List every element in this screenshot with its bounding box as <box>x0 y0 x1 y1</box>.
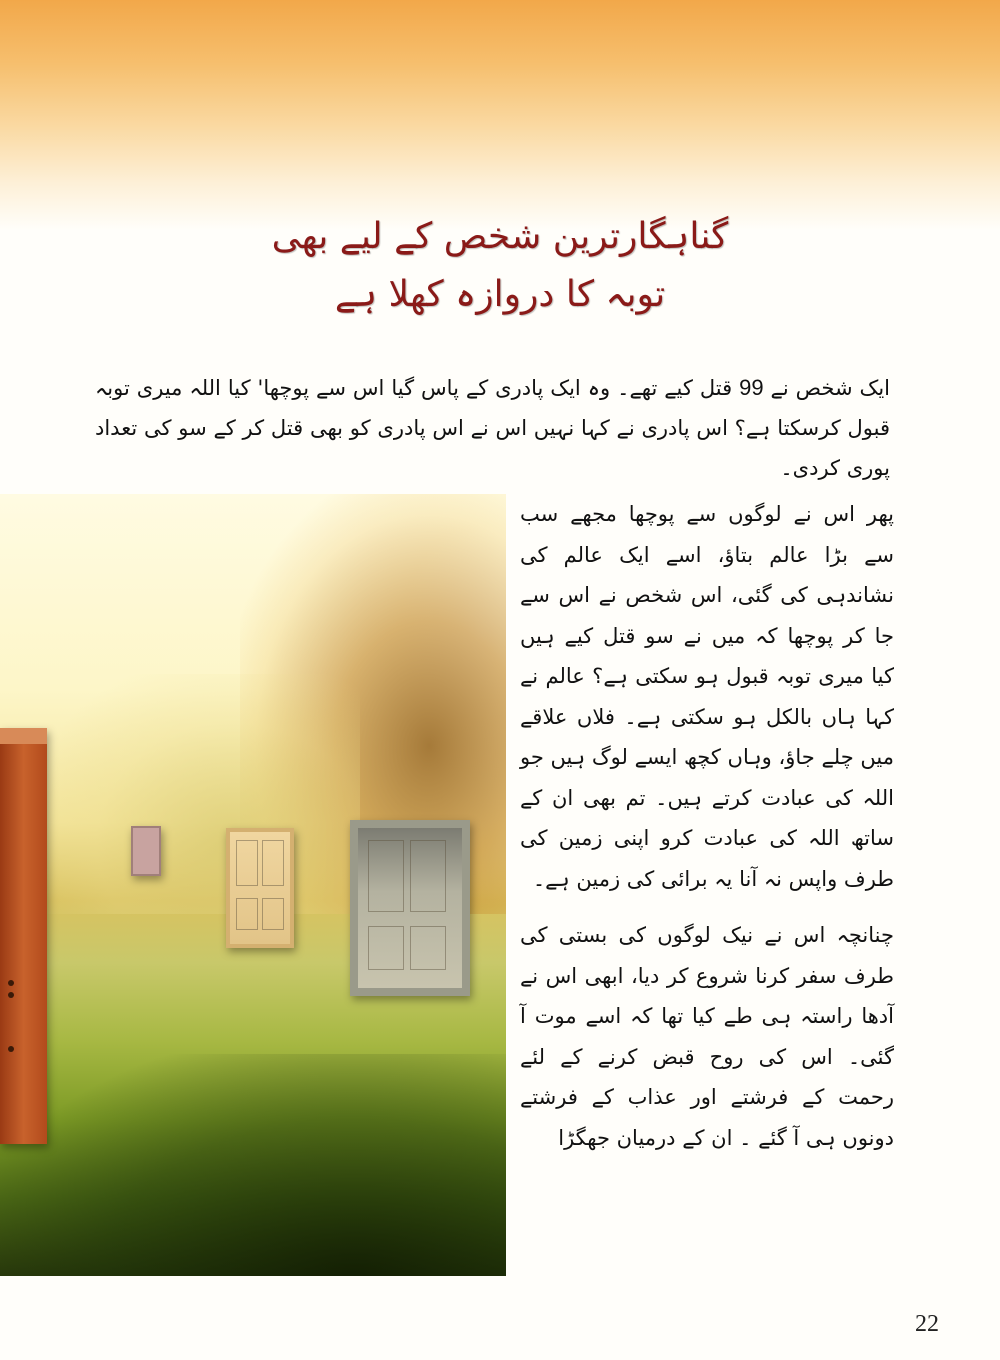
door-knob <box>8 1046 14 1052</box>
door-panel <box>262 840 284 886</box>
door-knob <box>8 980 14 986</box>
morning-haze <box>40 674 360 914</box>
door-panel <box>410 840 446 912</box>
doors-field-illustration <box>0 494 506 1276</box>
small-distant-door <box>131 826 161 876</box>
header-gradient-band <box>0 0 1000 230</box>
intro-number: 99 <box>739 375 764 400</box>
intro-text-rest: قتل کیے تھے۔ وہ ایک پادری کے پاس گیا اس سے پوچھا' کیا اللہ میری توبہ قبول کرسکتا ہے؟ اس پادری نے کہا نہیں اس نے اس پادری کو بھی قتل کر کے سو کی تعداد پوری کردی۔ <box>95 376 890 480</box>
door-panel <box>236 840 258 886</box>
intro-paragraph <box>95 368 890 488</box>
grey-door <box>350 820 470 996</box>
body-paragraph-1: پھر اس نے لوگوں سے پوچھا مجھے سب سے بڑا عالم بتاؤ، اسے ایک عالم کی نشاندہی کی گئی، اس شخص نے اس سے جا کر پوچھا کہ میں نے سو قتل کیے ہیں کیا میری توبہ قبول ہو سکتی ہے؟ عالم نے کہا ہاں بالکل ہو سکتی ہے۔ فلاں علاقے میں چلے جاؤ، وہاں کچھ ایسے لوگ ہیں جو اللہ کی عبادت کرتے ہیں۔ تم بھی ان کے ساتھ اللہ کی عبادت کرو اپنی زمین کی طرف واپس نہ آنا یہ برائی کی زمین ہے۔ <box>520 502 894 891</box>
intro-text-start: ایک شخص نے <box>763 376 890 400</box>
door-panel <box>368 840 404 912</box>
chapter-title-line-2: توبہ کا دروازہ کھلا ہے <box>334 274 666 315</box>
red-door <box>0 728 47 1144</box>
door-panel <box>410 926 446 970</box>
door-panel <box>368 926 404 970</box>
door-knob <box>8 992 14 998</box>
door-panel <box>262 898 284 930</box>
page-number: 22 <box>915 1311 939 1337</box>
body-paragraph-2: چنانچہ اس نے نیک لوگوں کی بستی کی طرف سفر کرنا شروع کر دیا، ابھی اس نے آدھا راستہ ہی طے کیا تھا کہ اسے موت آ گئی۔ اس کی روح قبض کرنے کے لئے رحمت کے فرشتے اور عذاب کے فرشتے دونوں ہی آ گئے ۔ ان کے درمیان جھگڑا <box>520 923 894 1150</box>
grass-shadow <box>0 1054 506 1276</box>
chapter-title-line-1: گناہگارترین شخص کے لیے بھی <box>271 216 729 257</box>
cream-door <box>226 828 294 948</box>
body-text-column <box>520 494 894 1174</box>
door-panel <box>236 898 258 930</box>
chapter-title <box>0 208 1000 324</box>
